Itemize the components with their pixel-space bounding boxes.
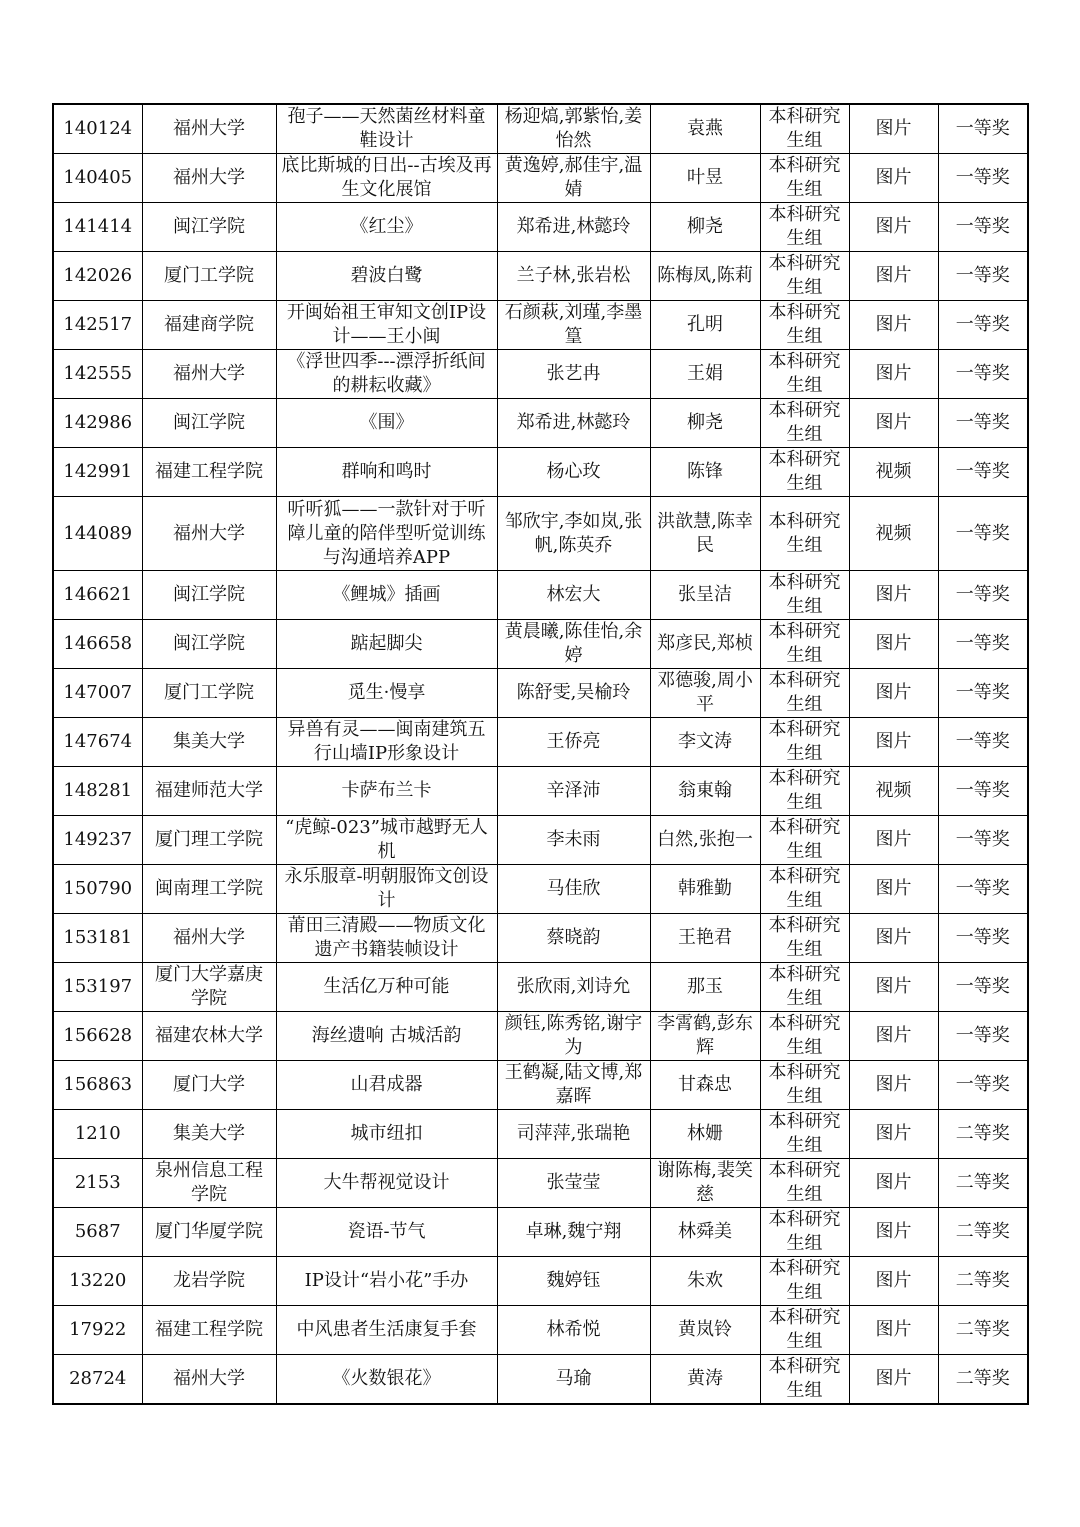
authors-cell: 石颜萩,刘瑾,李墨篁 bbox=[497, 301, 650, 350]
advisor-cell: 邓德骏,周小平 bbox=[650, 669, 760, 718]
award-cell: 一等奖 bbox=[938, 104, 1028, 154]
work-type-cell: 图片 bbox=[849, 203, 938, 252]
work-type-cell: 图片 bbox=[849, 963, 938, 1012]
school-cell: 闽江学院 bbox=[142, 399, 276, 448]
advisor-cell: 甘森忠 bbox=[650, 1061, 760, 1110]
work-title-cell: 群响和鸣时 bbox=[276, 448, 497, 497]
group-cell: 本科研究生组 bbox=[760, 1012, 849, 1061]
work-type-cell: 图片 bbox=[849, 1257, 938, 1306]
award-cell: 二等奖 bbox=[938, 1355, 1028, 1405]
work-title-cell: 《红尘》 bbox=[276, 203, 497, 252]
work-type-cell: 图片 bbox=[849, 1159, 938, 1208]
authors-cell: 卓琳,魏宁翔 bbox=[497, 1208, 650, 1257]
school-cell: 闽江学院 bbox=[142, 620, 276, 669]
group-cell: 本科研究生组 bbox=[760, 1110, 849, 1159]
group-cell: 本科研究生组 bbox=[760, 399, 849, 448]
group-cell: 本科研究生组 bbox=[760, 571, 849, 620]
group-cell: 本科研究生组 bbox=[760, 252, 849, 301]
advisor-cell: 柳尧 bbox=[650, 203, 760, 252]
table-row bbox=[53, 620, 1028, 669]
work-title-cell: 山君成器 bbox=[276, 1061, 497, 1110]
advisor-cell: 王娟 bbox=[650, 350, 760, 399]
advisor-cell: 林舜美 bbox=[650, 1208, 760, 1257]
advisor-cell: 李霄鹤,彭东辉 bbox=[650, 1012, 760, 1061]
work-type-cell: 视频 bbox=[849, 497, 938, 571]
work-title-cell: 底比斯城的日出--古埃及再生文化展馆 bbox=[276, 154, 497, 203]
award-cell: 二等奖 bbox=[938, 1208, 1028, 1257]
authors-cell: 陈舒雯,吴榆玲 bbox=[497, 669, 650, 718]
work-title-cell: 《鲤城》插画 bbox=[276, 571, 497, 620]
school-cell: 福州大学 bbox=[142, 154, 276, 203]
work-type-cell: 图片 bbox=[849, 104, 938, 154]
group-cell: 本科研究生组 bbox=[760, 203, 849, 252]
table-row bbox=[53, 816, 1028, 865]
school-cell: 集美大学 bbox=[142, 1110, 276, 1159]
group-cell: 本科研究生组 bbox=[760, 350, 849, 399]
work-title-cell: 莆田三清殿——物质文化遗产书籍装帧设计 bbox=[276, 914, 497, 963]
work-type-cell: 图片 bbox=[849, 1061, 938, 1110]
work-title-cell: 海丝遗响 古城活韵 bbox=[276, 1012, 497, 1061]
advisor-cell: 张呈洁 bbox=[650, 571, 760, 620]
authors-cell: 李未雨 bbox=[497, 816, 650, 865]
table-row bbox=[53, 767, 1028, 816]
group-cell: 本科研究生组 bbox=[760, 816, 849, 865]
entry-id-cell: 149237 bbox=[53, 816, 142, 865]
award-cell: 一等奖 bbox=[938, 620, 1028, 669]
work-title-cell: 瓷语-节气 bbox=[276, 1208, 497, 1257]
table-row bbox=[53, 1257, 1028, 1306]
entry-id-cell: 147007 bbox=[53, 669, 142, 718]
authors-cell: 辛泽沛 bbox=[497, 767, 650, 816]
advisor-cell: 韩雅勤 bbox=[650, 865, 760, 914]
school-cell: 厦门大学 bbox=[142, 1061, 276, 1110]
school-cell: 福州大学 bbox=[142, 350, 276, 399]
award-cell: 一等奖 bbox=[938, 252, 1028, 301]
table-row bbox=[53, 399, 1028, 448]
table-row bbox=[53, 963, 1028, 1012]
group-cell: 本科研究生组 bbox=[760, 1306, 849, 1355]
advisor-cell: 陈梅凤,陈莉 bbox=[650, 252, 760, 301]
work-title-cell: “虎鲸-023”城市越野无人机 bbox=[276, 816, 497, 865]
school-cell: 厦门工学院 bbox=[142, 669, 276, 718]
award-cell: 一等奖 bbox=[938, 448, 1028, 497]
entry-id-cell: 150790 bbox=[53, 865, 142, 914]
awards-table-body bbox=[53, 104, 1028, 1404]
table-row bbox=[53, 497, 1028, 571]
table-row bbox=[53, 301, 1028, 350]
work-type-cell: 图片 bbox=[849, 350, 938, 399]
authors-cell: 张欣雨,刘诗允 bbox=[497, 963, 650, 1012]
entry-id-cell: 146658 bbox=[53, 620, 142, 669]
school-cell: 闽江学院 bbox=[142, 203, 276, 252]
authors-cell: 杨迎熇,郭紫怡,姜怡然 bbox=[497, 104, 650, 154]
school-cell: 厦门理工学院 bbox=[142, 816, 276, 865]
entry-id-cell: 142026 bbox=[53, 252, 142, 301]
award-cell: 一等奖 bbox=[938, 865, 1028, 914]
school-cell: 福建工程学院 bbox=[142, 1306, 276, 1355]
entry-id-cell: 153197 bbox=[53, 963, 142, 1012]
authors-cell: 马佳欣 bbox=[497, 865, 650, 914]
work-title-cell: 开闽始祖王审知文创IP设计——王小闽 bbox=[276, 301, 497, 350]
authors-cell: 颜钰,陈秀铭,谢宇为 bbox=[497, 1012, 650, 1061]
entry-id-cell: 17922 bbox=[53, 1306, 142, 1355]
table-row bbox=[53, 1355, 1028, 1405]
school-cell: 厦门华厦学院 bbox=[142, 1208, 276, 1257]
work-type-cell: 图片 bbox=[849, 252, 938, 301]
school-cell: 厦门大学嘉庚学院 bbox=[142, 963, 276, 1012]
award-cell: 一等奖 bbox=[938, 301, 1028, 350]
group-cell: 本科研究生组 bbox=[760, 1208, 849, 1257]
award-cell: 二等奖 bbox=[938, 1306, 1028, 1355]
entry-id-cell: 142517 bbox=[53, 301, 142, 350]
work-title-cell: 异兽有灵——闽南建筑五行山墙IP形象设计 bbox=[276, 718, 497, 767]
advisor-cell: 林姗 bbox=[650, 1110, 760, 1159]
advisor-cell: 朱欢 bbox=[650, 1257, 760, 1306]
work-type-cell: 图片 bbox=[849, 669, 938, 718]
work-type-cell: 图片 bbox=[849, 399, 938, 448]
school-cell: 福州大学 bbox=[142, 914, 276, 963]
advisor-cell: 洪歆慧,陈幸民 bbox=[650, 497, 760, 571]
award-cell: 一等奖 bbox=[938, 914, 1028, 963]
advisor-cell: 陈锋 bbox=[650, 448, 760, 497]
work-type-cell: 视频 bbox=[849, 767, 938, 816]
table-row bbox=[53, 1110, 1028, 1159]
authors-cell: 司萍萍,张瑞艳 bbox=[497, 1110, 650, 1159]
work-type-cell: 视频 bbox=[849, 448, 938, 497]
school-cell: 福州大学 bbox=[142, 104, 276, 154]
advisor-cell: 李文涛 bbox=[650, 718, 760, 767]
work-type-cell: 图片 bbox=[849, 154, 938, 203]
entry-id-cell: 153181 bbox=[53, 914, 142, 963]
group-cell: 本科研究生组 bbox=[760, 620, 849, 669]
entry-id-cell: 156863 bbox=[53, 1061, 142, 1110]
work-title-cell: IP设计“岩小花”手办 bbox=[276, 1257, 497, 1306]
work-type-cell: 图片 bbox=[849, 1208, 938, 1257]
award-cell: 一等奖 bbox=[938, 350, 1028, 399]
table-row bbox=[53, 1159, 1028, 1208]
award-cell: 一等奖 bbox=[938, 963, 1028, 1012]
group-cell: 本科研究生组 bbox=[760, 718, 849, 767]
table-row bbox=[53, 350, 1028, 399]
group-cell: 本科研究生组 bbox=[760, 154, 849, 203]
school-cell: 福建农林大学 bbox=[142, 1012, 276, 1061]
advisor-cell: 谢陈梅,裴笑慈 bbox=[650, 1159, 760, 1208]
authors-cell: 魏婷钰 bbox=[497, 1257, 650, 1306]
award-cell: 二等奖 bbox=[938, 1159, 1028, 1208]
entry-id-cell: 156628 bbox=[53, 1012, 142, 1061]
award-cell: 一等奖 bbox=[938, 571, 1028, 620]
school-cell: 泉州信息工程学院 bbox=[142, 1159, 276, 1208]
authors-cell: 蔡晓韵 bbox=[497, 914, 650, 963]
award-cell: 一等奖 bbox=[938, 1061, 1028, 1110]
work-title-cell: 中风患者生活康复手套 bbox=[276, 1306, 497, 1355]
advisor-cell: 白然,张抱一 bbox=[650, 816, 760, 865]
authors-cell: 黄逸婷,郝佳宇,温婧 bbox=[497, 154, 650, 203]
school-cell: 福州大学 bbox=[142, 497, 276, 571]
group-cell: 本科研究生组 bbox=[760, 1355, 849, 1405]
work-title-cell: 城市纽扣 bbox=[276, 1110, 497, 1159]
group-cell: 本科研究生组 bbox=[760, 865, 849, 914]
work-type-cell: 图片 bbox=[849, 816, 938, 865]
table-row bbox=[53, 1208, 1028, 1257]
table-row bbox=[53, 1012, 1028, 1061]
school-cell: 厦门工学院 bbox=[142, 252, 276, 301]
entry-id-cell: 142991 bbox=[53, 448, 142, 497]
work-type-cell: 图片 bbox=[849, 865, 938, 914]
work-title-cell: 《围》 bbox=[276, 399, 497, 448]
school-cell: 集美大学 bbox=[142, 718, 276, 767]
work-type-cell: 图片 bbox=[849, 1355, 938, 1405]
authors-cell: 郑希进,林懿玲 bbox=[497, 399, 650, 448]
authors-cell: 马瑜 bbox=[497, 1355, 650, 1405]
advisor-cell: 黄涛 bbox=[650, 1355, 760, 1405]
table-row bbox=[53, 865, 1028, 914]
entry-id-cell: 141414 bbox=[53, 203, 142, 252]
authors-cell: 张莹莹 bbox=[497, 1159, 650, 1208]
group-cell: 本科研究生组 bbox=[760, 1061, 849, 1110]
school-cell: 福建师范大学 bbox=[142, 767, 276, 816]
entry-id-cell: 1210 bbox=[53, 1110, 142, 1159]
entry-id-cell: 140405 bbox=[53, 154, 142, 203]
table-row bbox=[53, 914, 1028, 963]
advisor-cell: 黄岚铃 bbox=[650, 1306, 760, 1355]
award-cell: 一等奖 bbox=[938, 816, 1028, 865]
work-title-cell: 生活亿万种可能 bbox=[276, 963, 497, 1012]
awards-table bbox=[52, 103, 1029, 1405]
authors-cell: 王鹤凝,陆文博,郑嘉晖 bbox=[497, 1061, 650, 1110]
entry-id-cell: 142555 bbox=[53, 350, 142, 399]
entry-id-cell: 28724 bbox=[53, 1355, 142, 1405]
group-cell: 本科研究生组 bbox=[760, 914, 849, 963]
group-cell: 本科研究生组 bbox=[760, 767, 849, 816]
group-cell: 本科研究生组 bbox=[760, 1159, 849, 1208]
advisor-cell: 叶昱 bbox=[650, 154, 760, 203]
work-type-cell: 图片 bbox=[849, 718, 938, 767]
advisor-cell: 郑彦民,郑桢 bbox=[650, 620, 760, 669]
school-cell: 福建工程学院 bbox=[142, 448, 276, 497]
work-title-cell: 听听狐——一款针对于听障儿童的陪伴型听觉训练与沟通培养APP bbox=[276, 497, 497, 571]
work-type-cell: 图片 bbox=[849, 1012, 938, 1061]
entry-id-cell: 147674 bbox=[53, 718, 142, 767]
authors-cell: 杨心玫 bbox=[497, 448, 650, 497]
table-row bbox=[53, 718, 1028, 767]
authors-cell: 兰子林,张岩松 bbox=[497, 252, 650, 301]
advisor-cell: 王艳君 bbox=[650, 914, 760, 963]
table-row bbox=[53, 154, 1028, 203]
award-cell: 二等奖 bbox=[938, 1110, 1028, 1159]
entry-id-cell: 13220 bbox=[53, 1257, 142, 1306]
work-title-cell: 踮起脚尖 bbox=[276, 620, 497, 669]
entry-id-cell: 144089 bbox=[53, 497, 142, 571]
table-row bbox=[53, 203, 1028, 252]
authors-cell: 黄晨曦,陈佳怡,余婷 bbox=[497, 620, 650, 669]
school-cell: 福建商学院 bbox=[142, 301, 276, 350]
authors-cell: 郑希进,林懿玲 bbox=[497, 203, 650, 252]
authors-cell: 张艺冉 bbox=[497, 350, 650, 399]
table-row bbox=[53, 669, 1028, 718]
work-type-cell: 图片 bbox=[849, 571, 938, 620]
table-row bbox=[53, 448, 1028, 497]
table-row bbox=[53, 252, 1028, 301]
table-row bbox=[53, 1061, 1028, 1110]
table-row bbox=[53, 571, 1028, 620]
work-title-cell: 卡萨布兰卡 bbox=[276, 767, 497, 816]
award-cell: 一等奖 bbox=[938, 203, 1028, 252]
work-type-cell: 图片 bbox=[849, 620, 938, 669]
authors-cell: 林希悦 bbox=[497, 1306, 650, 1355]
advisor-cell: 那玉 bbox=[650, 963, 760, 1012]
advisor-cell: 翁東翰 bbox=[650, 767, 760, 816]
authors-cell: 邹欣宇,李如岚,张帆,陈英乔 bbox=[497, 497, 650, 571]
work-title-cell: 孢子——天然菌丝材料童鞋设计 bbox=[276, 104, 497, 154]
group-cell: 本科研究生组 bbox=[760, 1257, 849, 1306]
entry-id-cell: 140124 bbox=[53, 104, 142, 154]
award-cell: 一等奖 bbox=[938, 399, 1028, 448]
award-cell: 一等奖 bbox=[938, 718, 1028, 767]
work-type-cell: 图片 bbox=[849, 1306, 938, 1355]
school-cell: 福州大学 bbox=[142, 1355, 276, 1405]
advisor-cell: 柳尧 bbox=[650, 399, 760, 448]
entry-id-cell: 5687 bbox=[53, 1208, 142, 1257]
award-cell: 一等奖 bbox=[938, 154, 1028, 203]
entry-id-cell: 2153 bbox=[53, 1159, 142, 1208]
school-cell: 闽江学院 bbox=[142, 571, 276, 620]
work-type-cell: 图片 bbox=[849, 914, 938, 963]
award-cell: 一等奖 bbox=[938, 497, 1028, 571]
group-cell: 本科研究生组 bbox=[760, 669, 849, 718]
award-cell: 一等奖 bbox=[938, 767, 1028, 816]
group-cell: 本科研究生组 bbox=[760, 497, 849, 571]
entry-id-cell: 148281 bbox=[53, 767, 142, 816]
group-cell: 本科研究生组 bbox=[760, 448, 849, 497]
work-title-cell: 永乐服章-明朝服饰文创设计 bbox=[276, 865, 497, 914]
work-type-cell: 图片 bbox=[849, 1110, 938, 1159]
table-row bbox=[53, 1306, 1028, 1355]
authors-cell: 王侨亮 bbox=[497, 718, 650, 767]
work-type-cell: 图片 bbox=[849, 301, 938, 350]
advisor-cell: 孔明 bbox=[650, 301, 760, 350]
entry-id-cell: 142986 bbox=[53, 399, 142, 448]
school-cell: 闽南理工学院 bbox=[142, 865, 276, 914]
school-cell: 龙岩学院 bbox=[142, 1257, 276, 1306]
entry-id-cell: 146621 bbox=[53, 571, 142, 620]
work-title-cell: 觅生·慢享 bbox=[276, 669, 497, 718]
award-cell: 一等奖 bbox=[938, 1012, 1028, 1061]
award-cell: 一等奖 bbox=[938, 669, 1028, 718]
work-title-cell: 碧波白鹭 bbox=[276, 252, 497, 301]
work-title-cell: 《浮世四季---漂浮折纸间的耕耘收藏》 bbox=[276, 350, 497, 399]
table-row bbox=[53, 104, 1028, 154]
work-title-cell: 《火数银花》 bbox=[276, 1355, 497, 1405]
advisor-cell: 袁燕 bbox=[650, 104, 760, 154]
award-cell: 二等奖 bbox=[938, 1257, 1028, 1306]
work-title-cell: 大牛帮视觉设计 bbox=[276, 1159, 497, 1208]
group-cell: 本科研究生组 bbox=[760, 104, 849, 154]
authors-cell: 林宏大 bbox=[497, 571, 650, 620]
group-cell: 本科研究生组 bbox=[760, 301, 849, 350]
group-cell: 本科研究生组 bbox=[760, 963, 849, 1012]
